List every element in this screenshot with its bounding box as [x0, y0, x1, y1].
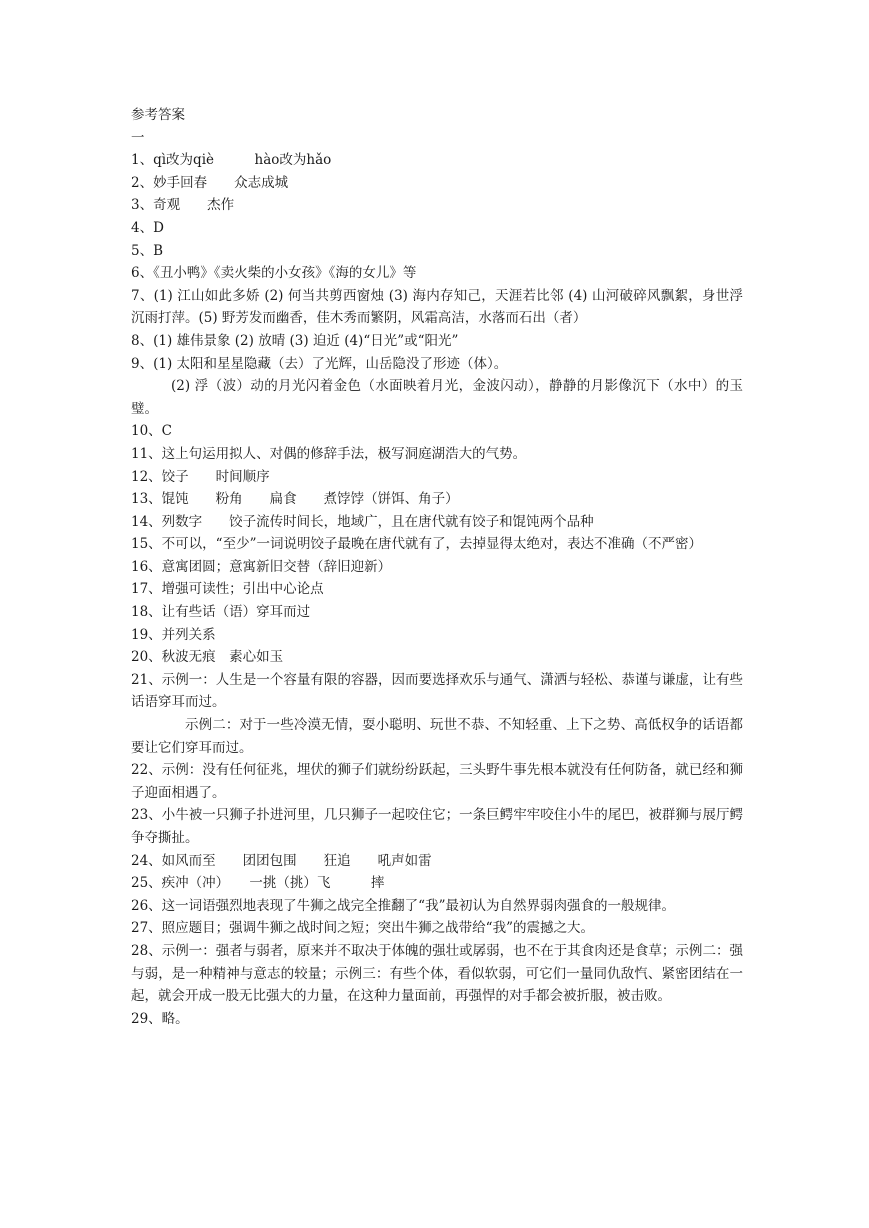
answer-17: 17、增强可读性；引出中心论点: [131, 581, 324, 598]
answer-2: 2、妙手回春 众志成城: [131, 174, 289, 191]
answer-9-part-2: (2) 浮（波）动的月光闪着金色（水面映着月光，金波闪动），静静的月影像沉下（水中）的玉璧。: [131, 378, 743, 417]
section-label: 一: [131, 129, 145, 146]
answer-7: 7、(1) 江山如此多娇 (2) 何当共剪西窗烛 (3) 海内存知己，天涯若比邻 (4) 山河破碎风飘絮，身世浮沉雨打萍。(5) 野芳发而幽香，佳木秀而繁阴，风霜高洁，水落而石出（者）: [131, 287, 743, 327]
answer-14: 14、列数字 饺子流传时间长，地域广，且在唐代就有饺子和馄饨两个品种: [131, 513, 594, 530]
answer-9-part-1: 9、(1) 太阳和星星隐藏（去）了光辉，山岳隐没了形迹（体）。: [131, 355, 508, 372]
answer-8: 8、(1) 雄伟景象 (2) 放晴 (3) 迫近 (4)“日光”或“阳光”: [131, 332, 459, 349]
answer-23: 23、小牛被一只狮子扑进河里，几只狮子一起咬住它；一条巨鳄牢牢咬住小牛的尾巴，被群狮与展厅鳄争夺撕扯。: [131, 807, 743, 846]
answer-1: 1、qì改为qiè hào改为hǎo: [131, 152, 332, 169]
answer-13: 13、馄饨 粉角 扁食 煮饽饽（饼饵、角子）: [131, 491, 459, 508]
answer-3: 3、奇观 杰作: [131, 197, 235, 214]
answer-6: 6、《丑小鸭》《卖火柴的小女孩》《海的女儿》等: [131, 265, 417, 282]
answer-25: 25、疾冲（冲） 一挑（挑）飞 摔: [131, 875, 385, 892]
answer-21-example-2: 示例二：对于一些冷漠无情，耍小聪明、玩世不恭、不知轻重、上下之势、高低权争的话语都要让它们穿耳而过。: [131, 717, 743, 756]
answer-document: [131, 104, 743, 1030]
answer-26: 26、这一词语强烈地表现了牛狮之战完全推翻了“我”最初认为自然界弱肉强食的一般规律。: [131, 897, 675, 914]
answer-5: 5、B: [131, 242, 164, 259]
answer-4: 4、D: [131, 219, 164, 236]
answer-18: 18、让有些话（语）穿耳而过: [131, 604, 311, 621]
answer-15: 15、不可以，“至少”一词说明饺子最晚在唐代就有了，去掉显得太绝对，表达不准确（不严密）: [131, 536, 702, 553]
answer-21-example-1: 21、示例一：人生是一个容量有限的容器，因而要选择欢乐与通气、潇洒与轻松、恭谨与谦虚，让有些话语穿耳而过。: [131, 671, 743, 711]
answer-12: 12、饺子 时间顺序: [131, 468, 270, 485]
document-title: 参考答案: [131, 107, 185, 123]
answer-22: 22、示例：没有任何征兆，埋伏的狮子们就纷纷跃起，三头野牛事先根本就没有任何防备，就已经和狮子迎面相遇了。: [131, 762, 743, 801]
answer-11: 11、这上句运用拟人、对偶的修辞手法，极写洞庭湖浩大的气势。: [131, 445, 527, 462]
answer-24: 24、如风而至 团团包围 狂追 吼声如雷: [131, 852, 432, 869]
answer-28: 28、示例一：强者与弱者，原来并不取决于体魄的强壮或孱弱，也不在于其食肉还是食草；示例二：强与弱，是一种精神与意志的较量；示例三：有些个体，看似软弱，可它们一量同仇敌忾、紧密团结在一起，就会开成一股无比强大的力量，在这种力量面前，再强悍的对手都会被折服，被击败。: [131, 942, 743, 1005]
answer-19: 19、并列关系: [131, 626, 216, 643]
answer-27: 27、照应题目；强调牛狮之战时间之短；突出牛狮之战带给“我”的震撼之大。: [131, 920, 594, 937]
answer-10: 10、C: [131, 423, 173, 440]
answer-29: 29、略。: [131, 1010, 189, 1027]
answer-16: 16、意寓团圆；意寓新旧交替（辞旧迎新）: [131, 558, 392, 575]
answer-20: 20、秋波无痕 素心如玉: [131, 649, 284, 666]
